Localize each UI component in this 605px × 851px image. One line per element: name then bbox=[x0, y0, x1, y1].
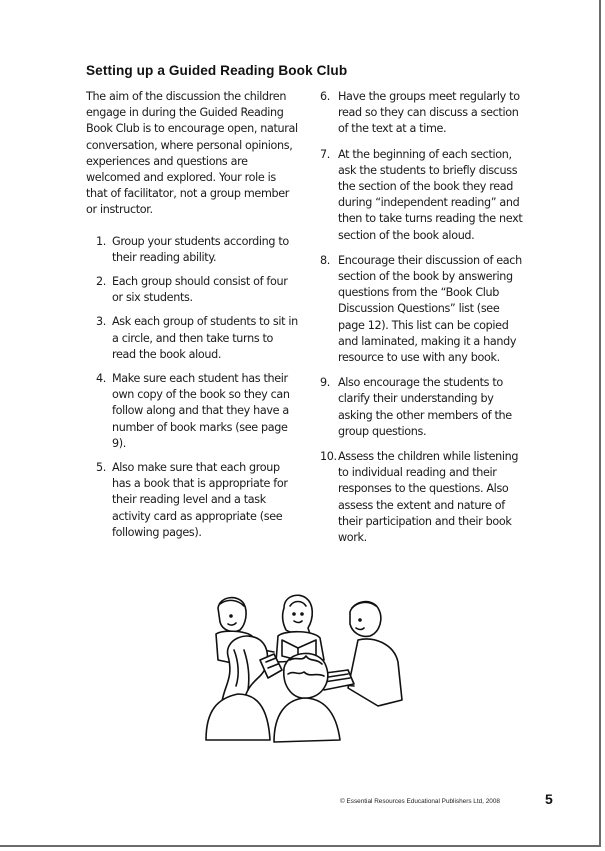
item-text: Group your students according to their reading ability. bbox=[112, 234, 289, 264]
item-text: Each group should consist of four or six students. bbox=[112, 275, 288, 305]
list-item bbox=[318, 147, 524, 244]
item-number: 8. bbox=[320, 253, 330, 267]
item-number: 5. bbox=[96, 461, 106, 475]
page-number: 5 bbox=[545, 791, 553, 807]
children-reading-circle-illustration bbox=[198, 590, 413, 745]
left-column bbox=[86, 89, 298, 549]
list-item bbox=[318, 89, 524, 138]
item-number: 4. bbox=[96, 372, 106, 386]
list-item bbox=[86, 314, 298, 363]
item-text: Make sure each student has their own copy of the book so they can follow along and that they have a number of book marks (see page 9). bbox=[112, 372, 290, 450]
item-number: 2. bbox=[96, 275, 106, 289]
item-number: 1. bbox=[96, 234, 106, 248]
list-item bbox=[86, 460, 298, 541]
list-item bbox=[86, 274, 298, 306]
item-text: Assess the children while listening to individual reading and their responses to the questions. Also assess the extent and nature of their participation and their book work. bbox=[338, 450, 519, 545]
list-item bbox=[86, 234, 298, 266]
item-text: Encourage their discussion of each section of the book by answering questions from the “Book Club Discussion Questions” list (see page 12). This list can be copied and laminated, making it a handy resource to use with any book. bbox=[338, 253, 522, 365]
item-text: At the beginning of each section, ask the students to briefly discuss the section of the book they read during “independent reading” and then to take turns reading the next section of the book aloud. bbox=[338, 147, 523, 242]
item-number: 10. bbox=[320, 450, 337, 464]
copyright-footer: © Essential Resources Educational Publishers Ltd, 2008 bbox=[340, 798, 500, 805]
item-text: Ask each group of students to sit in a circle, and then take turns to read the book aloud. bbox=[112, 315, 298, 361]
item-number: 6. bbox=[320, 90, 330, 103]
item-number: 9. bbox=[320, 376, 330, 390]
item-text: Also encourage the students to clarify their understanding by asking the other members of the group questions. bbox=[338, 376, 512, 438]
list-item bbox=[318, 449, 524, 546]
intro-paragraph: The aim of the discussion the children engage in during the Guided Reading Book Club is to encourage open, natural conversation, where personal opinions, experiences and questions are welcomed and explored. Your role is that of facilitator, not a group member or instructor. bbox=[86, 90, 298, 217]
right-column bbox=[318, 89, 524, 555]
item-number: 7. bbox=[320, 147, 330, 161]
page-title: Setting up a Guided Reading Book Club bbox=[86, 63, 348, 78]
list-item bbox=[86, 371, 298, 452]
list-item bbox=[318, 253, 524, 366]
steps-list-left bbox=[86, 234, 298, 541]
item-number: 3. bbox=[96, 315, 106, 329]
item-text: Have the groups meet regularly to read so they can discuss a section of the text at a time. bbox=[338, 90, 520, 136]
list-item bbox=[318, 375, 524, 440]
item-text: Also make sure that each group has a book that is appropriate for their reading level and a task activity card as appropriate (see following pages). bbox=[112, 461, 288, 539]
steps-list-right bbox=[318, 89, 524, 546]
